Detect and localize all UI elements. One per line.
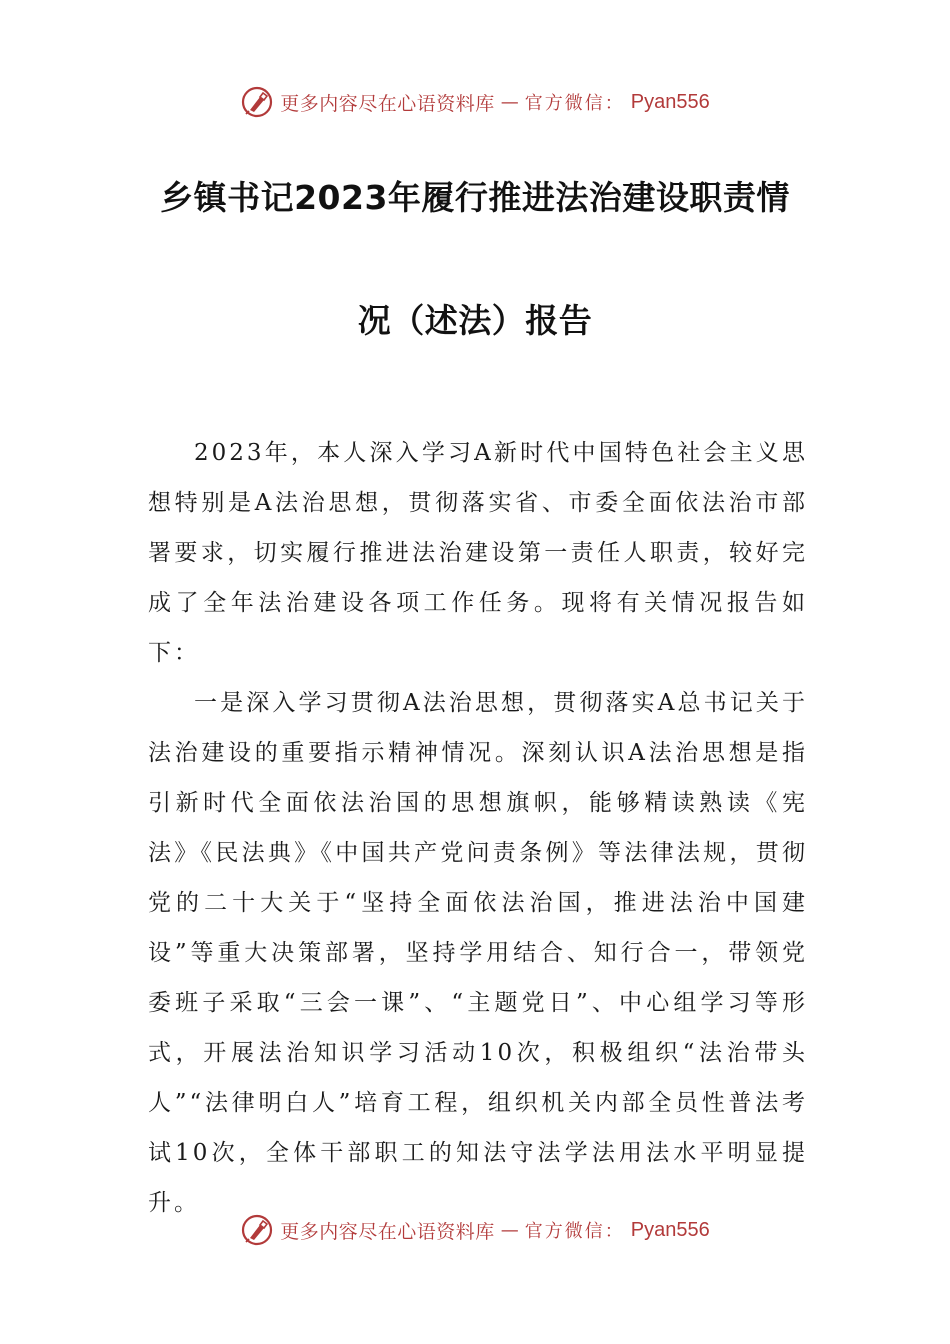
body-paragraph-intro: 2023年，本人深入学习A新时代中国特色社会主义思想特别是A法治思想，贯彻落实省、市委全面依法治市部署要求，切实履行推进法治建设第一责任人职责，较好完成了全年法治建设各项工作任务。现将有关情况报告如下： xyxy=(148,440,808,666)
document-body xyxy=(148,428,808,1228)
pen-nib-logo-icon xyxy=(240,1213,274,1247)
watermark-brand-text: 更多内容尽在心语资料库 xyxy=(280,92,495,115)
watermark-header xyxy=(0,82,950,122)
watermark-wechat-label: 官方微信： xyxy=(524,1221,625,1242)
watermark-brand-text: 更多内容尽在心语资料库 xyxy=(280,1220,495,1243)
watermark-footer xyxy=(0,1210,950,1250)
pen-nib-logo-icon xyxy=(240,85,274,119)
watermark-wechat-id: Pyan556 xyxy=(630,1218,710,1241)
document-title-line-2: 况（述法）报告 xyxy=(357,301,593,340)
body-paragraph-first-point: 一是深入学习贯彻A法治思想，贯彻落实A总书记关于法治建设的重要指示精神情况。深刻认识A法治思想是指引新时代全面依法治国的思想旗帜，能够精读熟读《宪法》《民法典》《中国共产党问责条例》等法律法规，贯彻党的二十大关于“坚持全面依法治国，推进法治中国建设”等重大决策部署，坚持学用结合、知行合一，带领党委班子采取“三会一课”、“主题党日”、中心组学习等形式，开展法治知识学习活动10次，积极组织“法治带头人”“法律明白人”培育工程，组织机关内部全员性普法考试10次，全体干部职工的知法守法学法用法水平明显提升。 xyxy=(148,690,808,1216)
document-title-line-1: 乡镇书记2023年履行推进法治建设职责情 xyxy=(160,178,790,217)
watermark-separator: — xyxy=(500,91,519,113)
watermark-separator: — xyxy=(500,1219,519,1241)
watermark-wechat-label: 官方微信： xyxy=(524,93,625,114)
watermark-wechat-id: Pyan556 xyxy=(630,90,710,113)
